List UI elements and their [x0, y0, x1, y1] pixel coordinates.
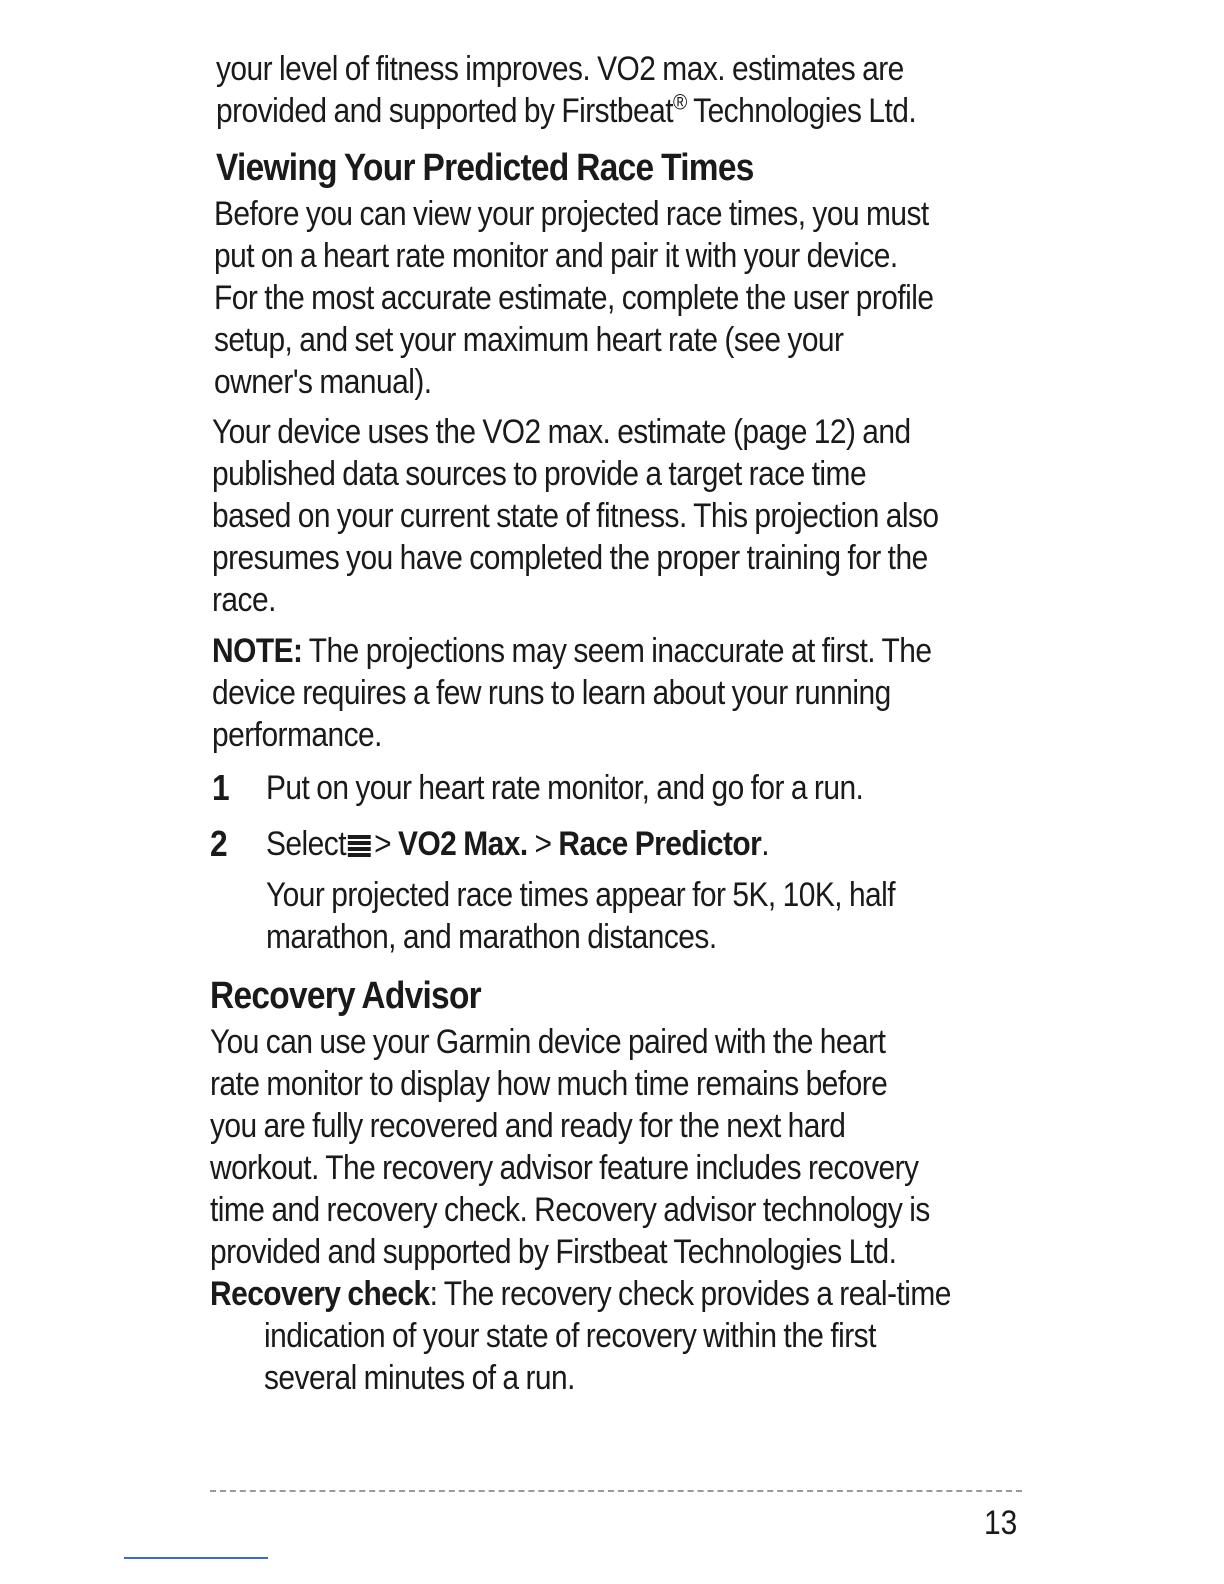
intro-paragraph — [216, 48, 946, 132]
footer-divider — [210, 1490, 1022, 1492]
step-2-sep-2: > — [527, 825, 559, 863]
step-2-instruction — [266, 823, 996, 865]
menu-item-race-predictor: Race Predictor — [558, 825, 762, 863]
intro-line-1: your level of fitness improves. VO2 max. estimates are — [216, 50, 904, 88]
step-1-text: Put on your heart rate monitor, and go for a run. — [266, 769, 864, 807]
recovery-check-line — [210, 1273, 1020, 1315]
heading-predicted-race-times: Viewing Your Predicted Race Times — [216, 147, 754, 189]
note-paragraph — [212, 630, 942, 756]
race-times-paragraph-1: Before you can view your projected race times, you must put on a heart rate monitor and pair it with your device. For the most accurate estimate, complete the user profile setup, and set your maximum heart rate (see your owner's manual). — [214, 195, 934, 401]
step-2-select: Select — [266, 825, 346, 863]
menu-icon — [348, 835, 371, 857]
note-label: NOTE: — [212, 632, 303, 670]
step-2-result: Your projected race times appear for 5K, 10K, half marathon, and marathon distances. — [266, 876, 896, 956]
recovery-check-text: : The recovery check provides a real-time — [429, 1275, 951, 1313]
scan-edge-mark — [124, 1557, 268, 1559]
step-2-end: . — [761, 825, 770, 863]
note-text: The projections may seem inaccurate at first. The device requires a few runs to learn about your running performance. — [212, 632, 932, 754]
heading-recovery-advisor: Recovery Advisor — [210, 975, 481, 1017]
registered-mark: ® — [673, 89, 687, 115]
intro-line-2: provided and supported by Firstbeat — [216, 92, 674, 130]
step-2-sep-1: > — [374, 825, 399, 863]
page-number: 13 — [984, 1504, 1018, 1542]
recovery-check-continued: indication of your state of recovery within the first several minutes of a run. — [264, 1317, 876, 1397]
step-2-number: 2 — [210, 823, 228, 864]
recovery-check-label: Recovery check — [210, 1275, 430, 1313]
recovery-paragraph: You can use your Garmin device paired with the heart rate monitor to display how much time remains before you are fully recovered and ready for the next hard workout. The recovery advisor feature includes recovery time and recovery check. Recovery advisor technology is provided and supported by Firstbeat Technologies Ltd. — [210, 1023, 930, 1271]
intro-line-2-end: Technologies Ltd. — [686, 92, 917, 130]
race-times-paragraph-2: Your device uses the VO2 max. estimate (page 12) and published data sources to provide a target race time based on your current state of fitness. This projection also presumes you have completed the proper training for the race. — [212, 413, 939, 619]
menu-item-vo2-max: VO2 Max. — [398, 825, 528, 863]
step-1-number: 1 — [212, 767, 230, 808]
